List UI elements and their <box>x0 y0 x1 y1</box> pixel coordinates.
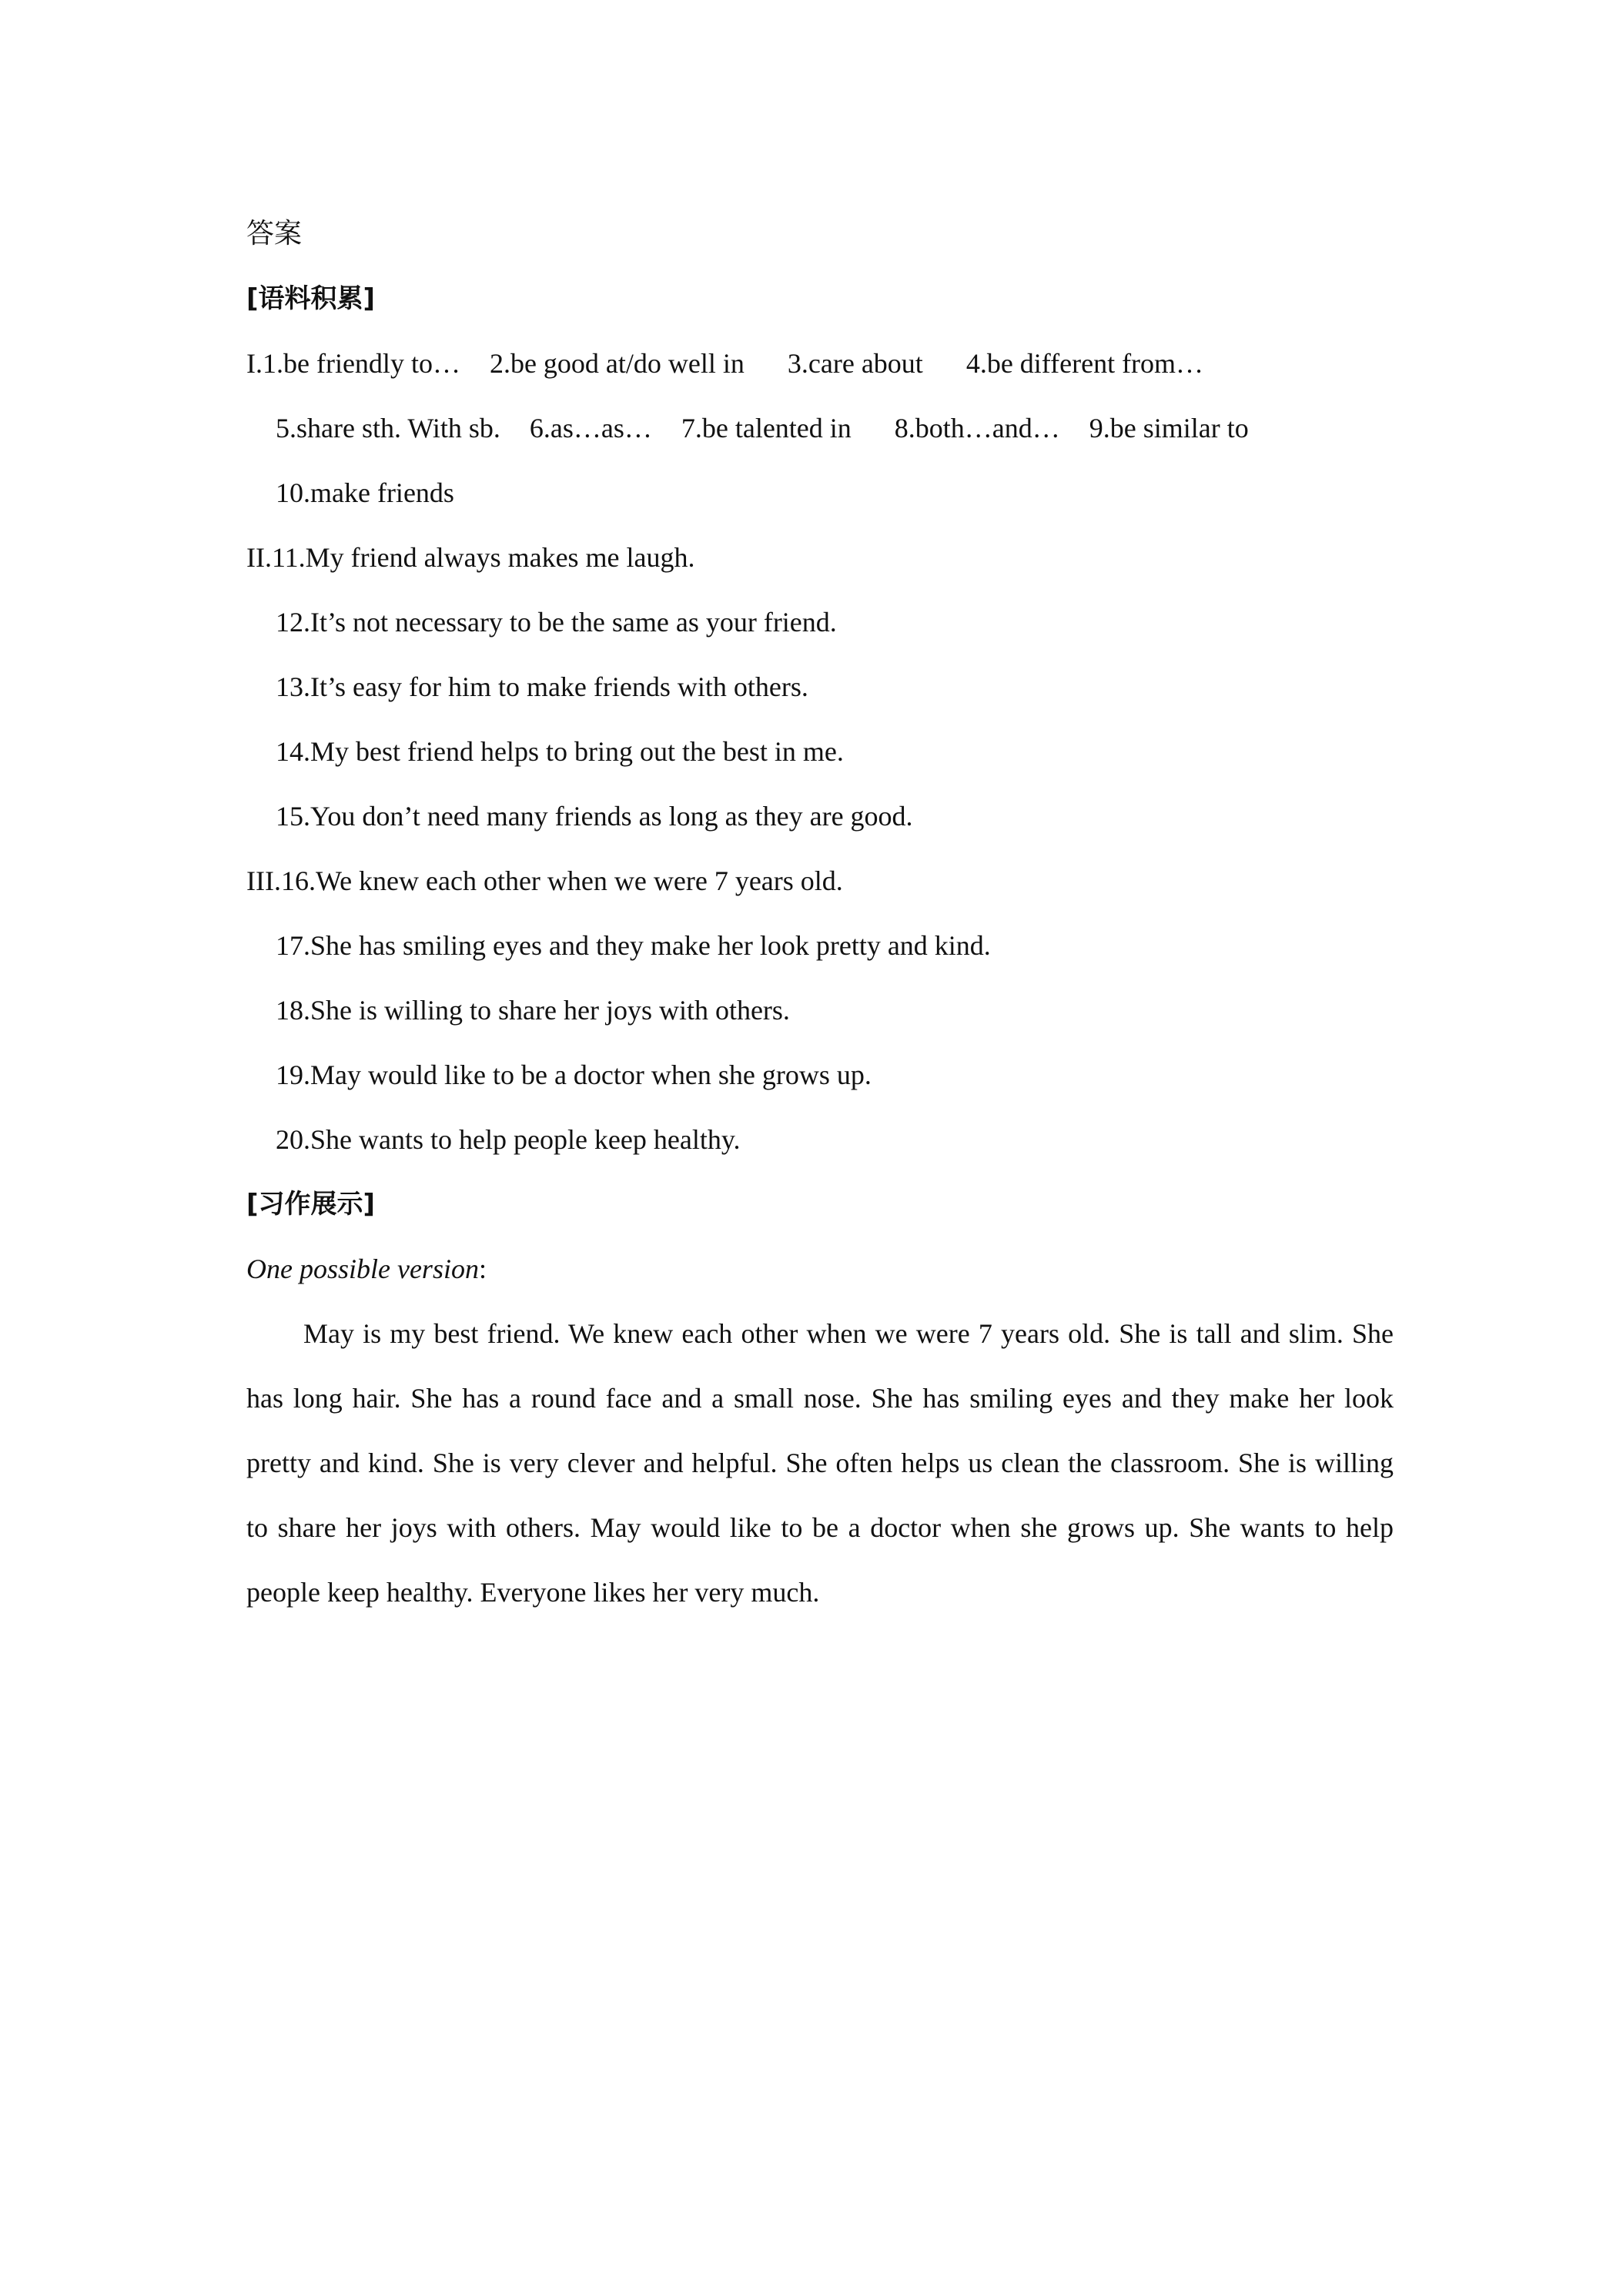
phrase-row-3 <box>246 460 1394 525</box>
essay-paragraph: May is my best friend. We knew each other when we were 7 years old. She is tall and slim. She has long hair. She has a round face and a small nose. She has smiling eyes and they make her look pretty and kind. She is very clever and helpful. She often helps us clean the classroom. She is willing to share her joys with others. May would like to be a doctor when she grows up. She wants to help people keep healthy. Everyone likes her very much. <box>246 1318 1394 1608</box>
version-colon: : <box>478 1253 487 1284</box>
phrase-item: 2.be good at/do well in <box>489 348 745 379</box>
version-label-line <box>246 1237 1394 1301</box>
phrase-item: 5.share sth. With sb. <box>276 413 500 443</box>
version-label: One possible version <box>246 1253 479 1284</box>
sentence-item <box>246 525 1394 590</box>
phrase-item: 9.be similar to <box>1089 413 1249 443</box>
sentence-item: 13.It’s easy for him to make friends with others. <box>276 671 808 702</box>
page-title: 答案 <box>246 218 303 249</box>
sentence-item: 17.She has smiling eyes and they make her look pretty and kind. <box>276 930 991 961</box>
phrase-item: 1.be friendly to… <box>263 348 460 379</box>
part-prefix: I. <box>246 348 263 379</box>
sentence-item: 19.May would like to be a doctor when she grows up. <box>276 1059 872 1090</box>
part-prefix: II. <box>246 542 272 573</box>
part-prefix: III. <box>246 865 281 896</box>
sentence-text: 11.My friend always makes me laugh. <box>271 542 695 573</box>
sentence-item: 20.She wants to help people keep healthy. <box>276 1124 741 1155</box>
phrase-row-2 <box>246 396 1394 460</box>
sentence-item: 15.You don’t need many friends as long as they are good. <box>276 801 913 832</box>
phrase-item: 7.be talented in <box>681 413 852 443</box>
phrase-item: 4.be different from… <box>965 348 1204 379</box>
answer-content <box>246 202 1394 1625</box>
phrase-item: 3.care about <box>787 348 923 379</box>
section-heading-writing: [习作展示] <box>246 1189 376 1220</box>
phrase-item: 8.both…and… <box>894 413 1060 443</box>
sentence-item: 18.She is willing to share her joys with others. <box>276 995 790 1026</box>
phrase-item: 10.make friends <box>276 477 454 508</box>
sentence-item: 14.My best friend helps to bring out the best in me. <box>276 736 844 767</box>
section-heading-vocabulary: [语料积累] <box>246 283 376 314</box>
phrase-item: 6.as…as… <box>529 413 652 443</box>
phrase-row-1 <box>246 331 1394 396</box>
sentence-item: 12.It’s not necessary to be the same as your friend. <box>276 607 837 638</box>
sentence-text: 16.We knew each other when we were 7 years old. <box>280 865 843 896</box>
sentence-item <box>246 848 1394 913</box>
